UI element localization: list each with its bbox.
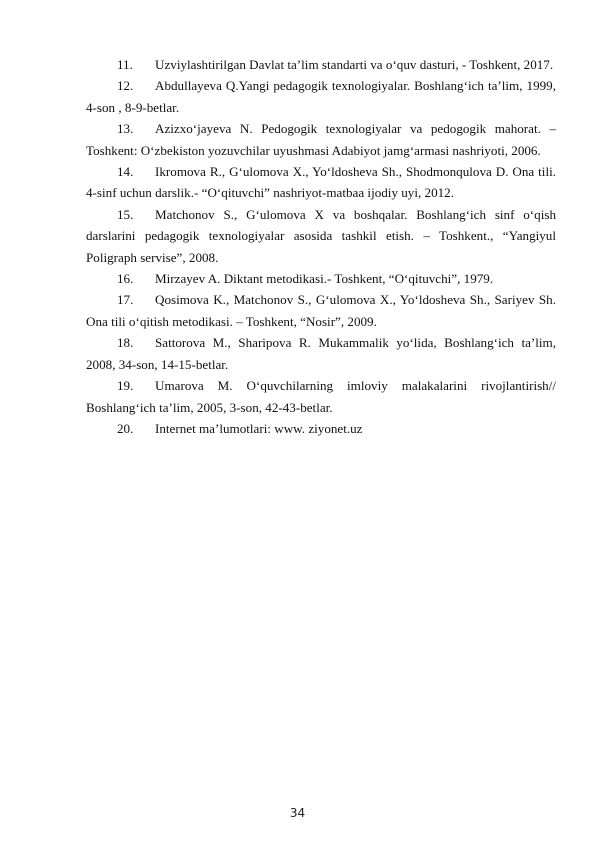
reference-text: Internet ma’lumotlari: www. ziyonet.uz xyxy=(155,420,363,436)
reference-item xyxy=(86,75,556,118)
reference-text: Mirzayev A. Diktant metodikasi.- Toshkent, “O‘qituvchi”, 1979. xyxy=(155,271,494,287)
reference-item xyxy=(86,332,556,375)
reference-text: Sattorova M., Sharipova R. Mukammalik yo‘lida, Boshlang‘ich ta’lim, 2008, 34-son, 14-15-betlar. xyxy=(86,335,556,372)
reference-item xyxy=(86,268,556,289)
reference-text: Azizxo‘jayeva N. Pedogogik texnologiyalar va pedogogik mahorat. – Toshkent: O‘zbekiston yozuvchilar uyushmasi Adabiyot jamg‘armasi nashriyoti, 2006. xyxy=(86,121,556,158)
reference-item xyxy=(86,54,556,75)
reference-number: 19. xyxy=(117,378,134,394)
reference-list xyxy=(86,54,556,439)
reference-item xyxy=(86,418,556,439)
reference-text: Abdullayeva Q.Yangi pedagogik texnologiyalar. Boshlang‘ich ta’lim, 1999, 4-son , 8-9-betlar. xyxy=(86,78,556,115)
reference-number: 16. xyxy=(117,271,134,287)
page-number: 34 xyxy=(289,806,306,820)
reference-item xyxy=(86,161,556,204)
reference-number: 18. xyxy=(117,335,134,351)
reference-number: 11. xyxy=(117,57,133,72)
reference-item xyxy=(86,289,556,332)
reference-item xyxy=(86,204,556,268)
reference-text: Umarova M. O‘quvchilarning imloviy malakalarini rivojlantirish// Boshlang‘ich ta’lim, 2005, 3-son, 42-43-betlar. xyxy=(86,378,556,415)
reference-number: 20. xyxy=(117,420,134,436)
reference-item xyxy=(86,118,556,161)
reference-number: 17. xyxy=(117,292,134,308)
reference-number: 15. xyxy=(117,206,134,222)
reference-text: Uzviylashtirilgan Davlat ta’lim standarti va o‘quv dasturi, - Toshkent, 2017. xyxy=(155,57,554,72)
reference-text: Matchonov S., G‘ulomova X va boshqalar. Boshlang‘ich sinf o‘qish darslarini pedagogik texnologiyalar asosida tashkil etish. – Toshkent., “Yangiyul Poligraph servise”, 2008. xyxy=(86,206,556,265)
reference-number: 13. xyxy=(117,121,134,137)
reference-number: 12. xyxy=(117,78,134,94)
reference-text: Qosimova K., Matchonov S., G‘ulomova X., Yo‘ldosheva Sh., Sariyev Sh. Ona tili o‘qitish metodikasi. – Toshkent, “Nosir”, 2009. xyxy=(86,292,556,329)
reference-number: 14. xyxy=(117,164,134,180)
reference-item xyxy=(86,375,556,418)
reference-text: Ikromova R., G‘ulomova X., Yo‘ldosheva Sh., Shodmonqulova D. Ona tili. 4-sinf uchun darslik.- “O‘qituvchi” nashriyot-matbaa ijodiy uyi, 2012. xyxy=(86,164,556,201)
